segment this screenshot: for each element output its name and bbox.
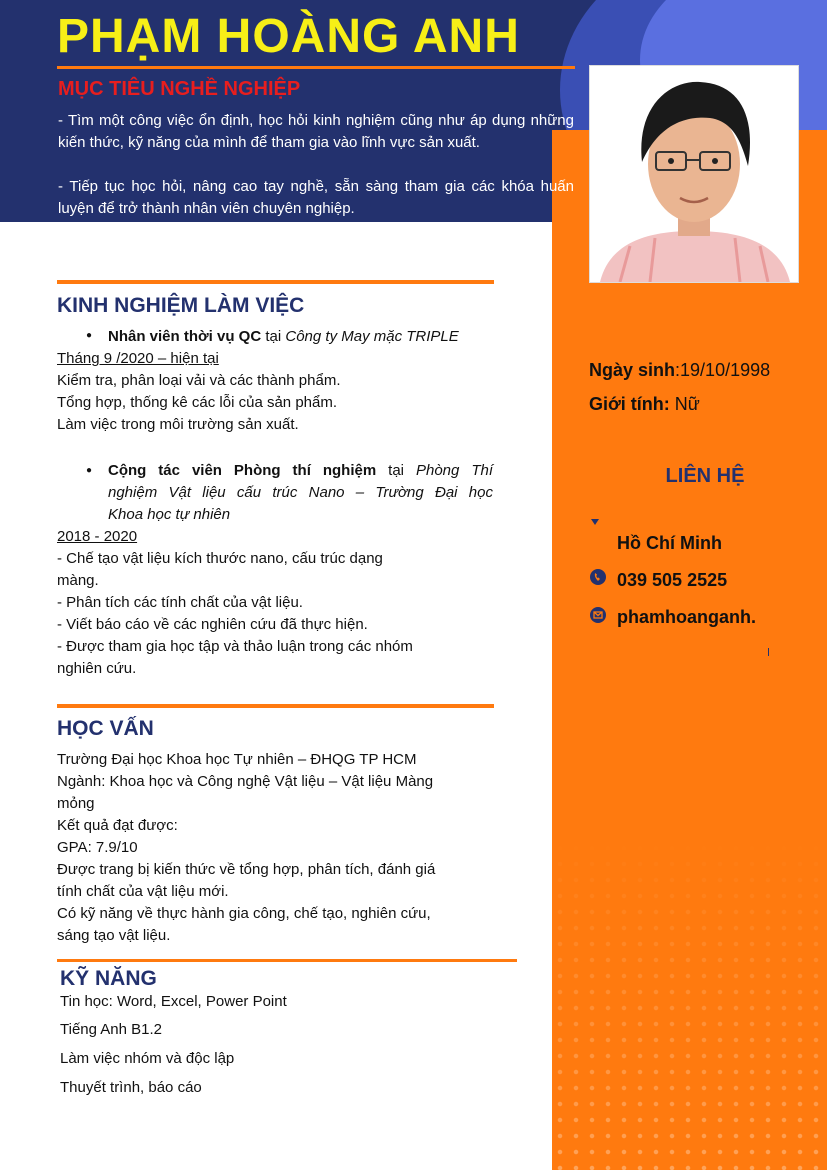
dob-label: Ngày sinh (589, 360, 676, 380)
contact-phone[interactable]: 039 505 2525 (617, 570, 728, 590)
job1-duty: Làm việc trong môi trường sản xuất. (57, 416, 299, 433)
location-icon (590, 518, 600, 526)
job1-role: Nhân viên thời vụ QC (108, 328, 262, 345)
skill-item: Tin học: Word, Excel, Power Point (60, 993, 287, 1010)
education-line: mỏng (57, 795, 95, 812)
education-line: Ngành: Khoa học và Công nghệ Vật liệu – Vật liệu Màng (57, 773, 434, 790)
candidate-name: PHẠM HOÀNG ANH (57, 10, 520, 63)
job1-heading (108, 326, 459, 348)
job1-at: tại (261, 328, 286, 345)
career-goal-text-1: - Tìm một công việc ổn định, học hỏi kinh nghiệm cũng như áp dụng những kiến thức, kỹ năng của mình để tham gia vào lĩnh vực sản xuất. (58, 112, 574, 151)
skills-title: KỸ NĂNG (60, 967, 157, 990)
text-cursor-mark (768, 648, 769, 656)
contact-address: Hồ Chí Minh (617, 533, 722, 553)
experience-divider (57, 280, 494, 284)
job2-duty: - Viết báo cáo về các nghiên cứu đã thực hiện. (57, 616, 368, 633)
job1-duty: Kiểm tra, phân loại vải và các thành phẩm. (57, 372, 341, 389)
job2-at: tại (376, 462, 416, 479)
job2-company: Khoa học tự nhiên (108, 506, 231, 523)
education-line: sáng tạo vật liệu. (57, 927, 171, 944)
email-icon (590, 607, 606, 623)
gender-label: Giới tính: (589, 394, 670, 414)
job2-company: nghiệm Vật liệu cấu trúc Nano – Trường Đại học (108, 484, 493, 501)
job2-role: Cộng tác viên Phòng thí nghiệm (108, 462, 377, 479)
education-divider (57, 704, 494, 708)
job1-company: Công ty May mặc TRIPLE (285, 328, 459, 345)
education-line: GPA: 7.9/10 (57, 839, 138, 856)
name-divider (57, 66, 575, 69)
job1-period: Tháng 9 /2020 – hiện tại (57, 350, 219, 367)
dob-row (589, 360, 770, 381)
dot-pattern (552, 840, 827, 1170)
contact-email[interactable]: phamhoanganh. (617, 607, 756, 627)
bullet-icon: ● (86, 465, 93, 476)
contact-title: LIÊN HỆ (665, 465, 745, 487)
bullet-icon: ● (86, 330, 93, 341)
profile-photo (589, 65, 799, 283)
gender-value: Nữ (669, 394, 700, 414)
education-line: tính chất của vật liệu mới. (57, 883, 229, 900)
education-line: Trường Đại học Khoa học Tự nhiên – ĐHQG TP HCM (57, 751, 417, 768)
skills-divider (57, 959, 517, 962)
job2-duty: - Chế tạo vật liệu kích thước nano, cấu trúc dạng (57, 550, 383, 567)
job1-duty: Tổng hợp, thống kê các lỗi của sản phẩm. (57, 394, 338, 411)
career-goal-title: MỤC TIÊU NGHỀ NGHIỆP (58, 78, 301, 100)
skill-item: Thuyết trình, báo cáo (60, 1079, 202, 1096)
career-goal-text-2: - Tiếp tục học hỏi, nâng cao tay nghề, sẵn sàng tham gia các khóa huấn luyện để trở thành nhân viên chuyên nghiệp. (58, 178, 574, 217)
job2-duty: màng. (57, 572, 99, 589)
job2-duty: - Được tham gia học tập và thảo luận trong các nhóm (57, 638, 413, 655)
job2-heading (108, 460, 493, 482)
dob-value: :19/10/1998 (675, 360, 771, 380)
education-title: HỌC VẤN (57, 717, 154, 740)
education-line: Được trang bị kiến thức về tổng hợp, phân tích, đánh giá (57, 861, 436, 878)
phone-icon (590, 569, 606, 585)
skill-item: Làm việc nhóm và độc lập (60, 1050, 235, 1067)
skill-item: Tiếng Anh B1.2 (60, 1021, 163, 1038)
education-line: Kết quả đạt được: (57, 817, 178, 834)
experience-title: KINH NGHIỆM LÀM VIỆC (57, 294, 305, 317)
job2-duty: nghiên cứu. (57, 660, 137, 677)
job2-company: Phòng Thí (415, 462, 494, 479)
job2-period: 2018 - 2020 (57, 528, 138, 545)
gender-row (589, 394, 700, 415)
job2-duty: - Phân tích các tính chất của vật liệu. (57, 594, 303, 611)
education-line: Có kỹ năng về thực hành gia công, chế tạo, nghiên cứu, (57, 905, 431, 922)
